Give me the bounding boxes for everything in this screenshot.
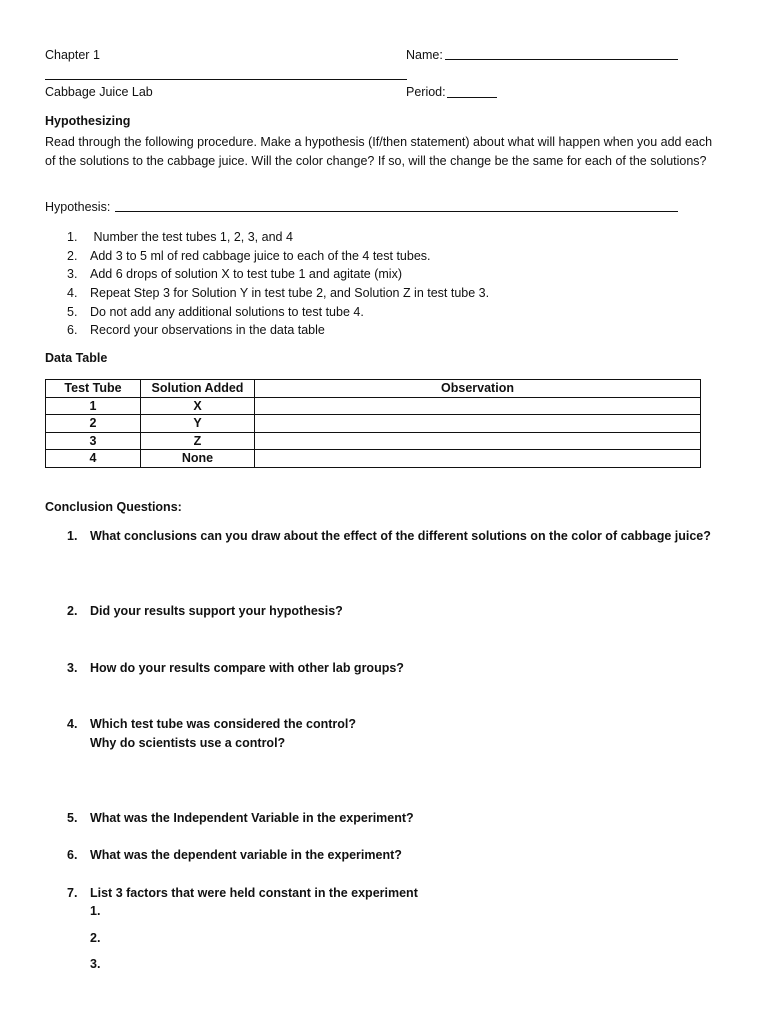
procedure-list bbox=[67, 228, 489, 340]
hypothesizing-instructions: Read through the following procedure. Make a hypothesis (If/then statement) about what will happen when you add each of the solutions to the cabbage juice. Will the color change? If so, will the change be the same for each of the solutions? bbox=[45, 135, 713, 168]
step-number: 2. bbox=[67, 248, 78, 263]
observation-cell[interactable] bbox=[255, 415, 701, 433]
question-text: Did your results support your hypothesis? bbox=[90, 604, 343, 618]
solution-cell: X bbox=[141, 397, 255, 415]
question-number: 6. bbox=[67, 848, 78, 862]
hypothesis-field-line[interactable] bbox=[115, 211, 678, 212]
question-text: What conclusions can you draw about the effect of the different solutions on the color of cabbage juice? bbox=[90, 529, 711, 543]
table-header-row bbox=[46, 380, 701, 398]
step-text: Repeat Step 3 for Solution Y in test tube 2, and Solution Z in test tube 3. bbox=[90, 286, 490, 301]
question-number: 2. bbox=[67, 604, 78, 618]
period-label: Period: bbox=[406, 85, 446, 99]
table-row bbox=[46, 432, 701, 450]
step-number: 3. bbox=[67, 267, 78, 282]
table-row bbox=[46, 397, 701, 415]
solution-cell: None bbox=[141, 450, 255, 468]
hypothesis-label: Hypothesis: bbox=[45, 200, 111, 214]
data-table bbox=[45, 379, 701, 468]
procedure-step bbox=[67, 321, 489, 340]
question-text: List 3 factors that were held constant in the experiment bbox=[90, 886, 418, 900]
question-text: What was the dependent variable in the experiment? bbox=[90, 848, 402, 862]
step-number: 1. bbox=[67, 230, 78, 244]
procedure-step bbox=[67, 303, 489, 322]
step-number: 5. bbox=[67, 304, 78, 319]
question-number: 7. bbox=[67, 886, 78, 900]
hypothesizing-heading: Hypothesizing bbox=[45, 114, 131, 128]
lab-title: Cabbage Juice Lab bbox=[45, 85, 153, 99]
conclusion-heading: Conclusion Questions: bbox=[45, 500, 182, 514]
question-text: What was the Independent Variable in the experiment? bbox=[90, 811, 414, 825]
data-table-heading: Data Table bbox=[45, 351, 108, 365]
observation-cell[interactable] bbox=[255, 397, 701, 415]
column-header-solution: Solution Added bbox=[141, 380, 255, 398]
question-5 bbox=[67, 809, 414, 828]
test-tube-cell: 2 bbox=[46, 415, 141, 433]
solution-cell: Y bbox=[141, 415, 255, 433]
procedure-step bbox=[67, 228, 489, 247]
step-number: 6. bbox=[67, 323, 78, 338]
procedure-step bbox=[67, 265, 489, 284]
procedure-step bbox=[67, 247, 489, 266]
step-text: Record your observations in the data table bbox=[90, 323, 325, 338]
question-6 bbox=[67, 846, 402, 865]
question-number: 4. bbox=[67, 717, 78, 731]
table-row bbox=[46, 415, 701, 433]
column-header-observation: Observation bbox=[255, 380, 701, 398]
header-rule bbox=[45, 79, 407, 80]
constant-item: 3. bbox=[90, 957, 101, 971]
step-text: Add 6 drops of solution X to test tube 1 and agitate (mix) bbox=[90, 267, 402, 282]
question-subtext: Why do scientists use a control? bbox=[90, 736, 286, 750]
procedure-step bbox=[67, 284, 489, 303]
chapter-label: Chapter 1 bbox=[45, 48, 100, 62]
question-number: 3. bbox=[67, 661, 78, 675]
question-number: 1. bbox=[67, 529, 78, 543]
name-field-line[interactable] bbox=[445, 59, 678, 60]
question-text: Which test tube was considered the control? bbox=[90, 717, 357, 731]
step-text: Do not add any additional solutions to test tube 4. bbox=[90, 304, 364, 319]
question-4 bbox=[67, 715, 356, 753]
question-1 bbox=[67, 527, 711, 546]
observation-cell[interactable] bbox=[255, 450, 701, 468]
column-header-test-tube: Test Tube bbox=[46, 380, 141, 398]
name-label: Name: bbox=[406, 48, 443, 62]
step-text: Number the test tubes 1, 2, 3, and 4 bbox=[90, 230, 293, 244]
question-3 bbox=[67, 659, 404, 678]
table-row bbox=[46, 450, 701, 468]
test-tube-cell: 3 bbox=[46, 432, 141, 450]
observation-cell[interactable] bbox=[255, 432, 701, 450]
constant-item: 1. bbox=[90, 904, 101, 918]
period-field-line[interactable] bbox=[447, 97, 497, 98]
question-7 bbox=[67, 884, 418, 903]
question-2 bbox=[67, 602, 343, 621]
test-tube-cell: 4 bbox=[46, 450, 141, 468]
solution-cell: Z bbox=[141, 432, 255, 450]
constant-item: 2. bbox=[90, 931, 101, 945]
question-number: 5. bbox=[67, 811, 78, 825]
step-number: 4. bbox=[67, 286, 78, 301]
question-text: How do your results compare with other lab groups? bbox=[90, 661, 404, 675]
test-tube-cell: 1 bbox=[46, 397, 141, 415]
step-text: Add 3 to 5 ml of red cabbage juice to each of the 4 test tubes. bbox=[90, 248, 431, 263]
